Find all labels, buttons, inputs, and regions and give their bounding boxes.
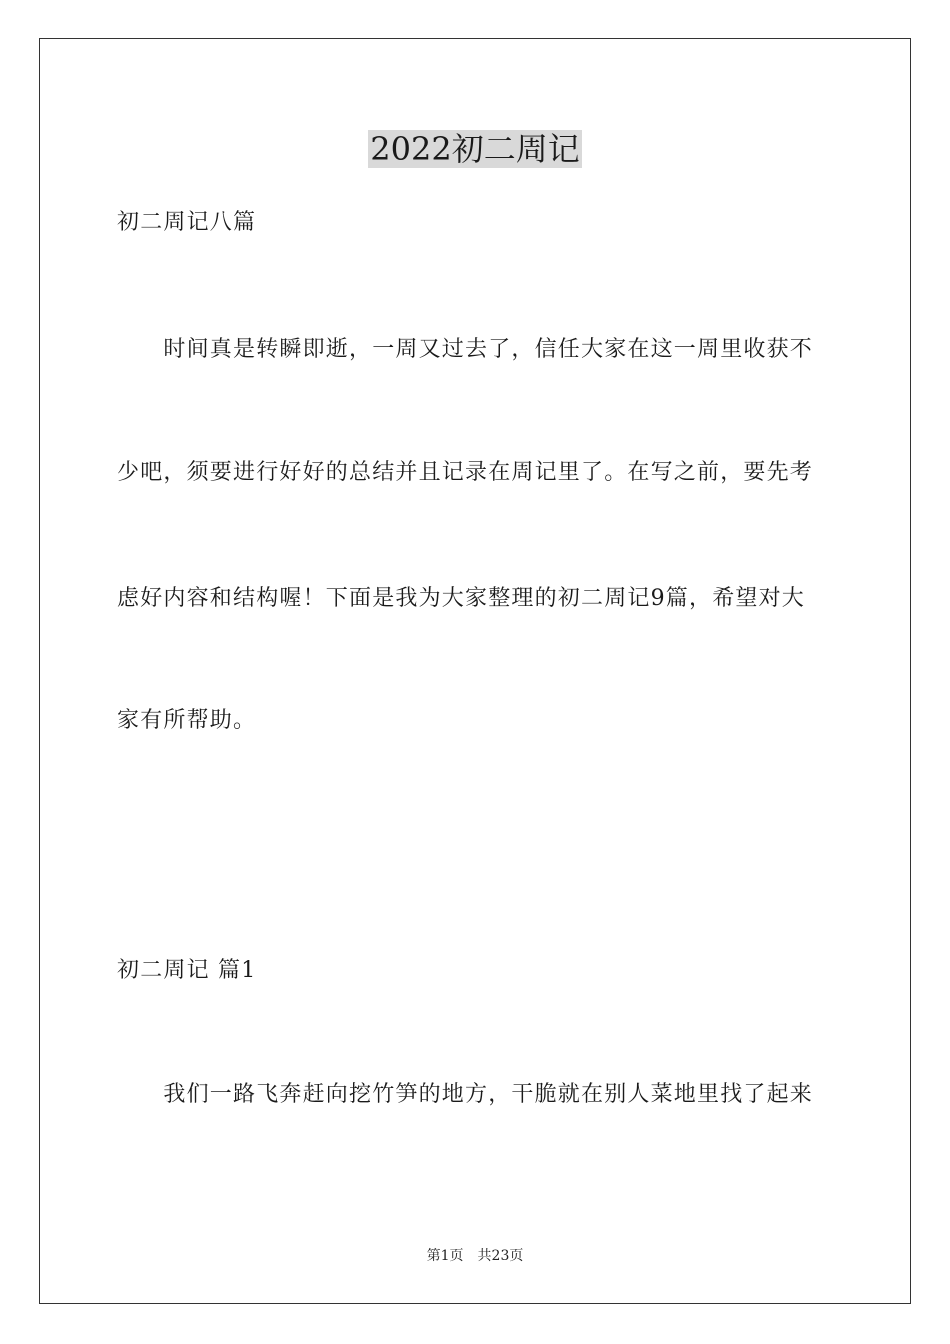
document-title-text: 2022初二周记 [370,130,580,168]
document-subtitle: 初二周记八篇 [117,210,257,235]
paragraph-line: 少吧，须要进行好好的总结并且记录在周记里了。在写之前，要先考 [117,460,814,485]
section-heading: 初二周记 篇1 [117,958,257,983]
paragraph-line: 虑好内容和结构喔！下面是我为大家整理的初二周记9篇，希望对大 [117,586,805,611]
paragraph-line: 我们一路飞奔赶向挖竹笋的地方，干脆就在别人菜地里找了起来 [117,1082,814,1107]
paragraph-line: 时间真是转瞬即逝，一周又过去了，信任大家在这一周里收获不 [117,337,814,362]
page-footer: 第1页 共23页 [426,1248,524,1264]
paragraph-line: 家有所帮助。 [117,708,257,733]
document-title [0,128,950,170]
